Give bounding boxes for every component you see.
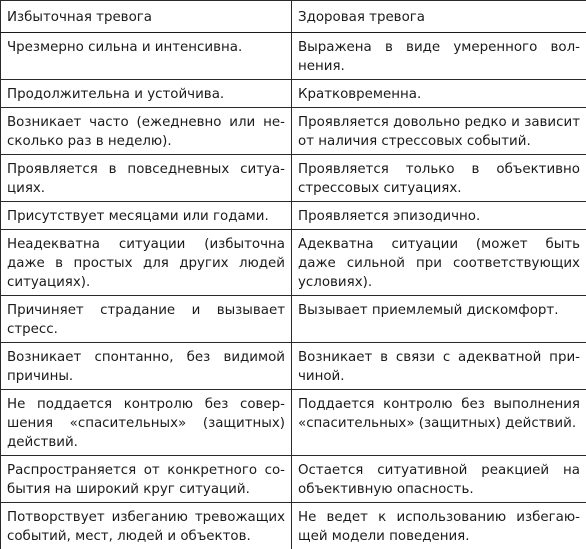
healthy-cell: Проявляется только в объективно стрессовых ситуациях. [292, 155, 586, 202]
header-excessive-anxiety: Избыточная тревога [1, 1, 292, 33]
healthy-cell: Вызывает приемлемый дискомфорт. [292, 296, 586, 343]
table-row [1, 343, 586, 390]
excessive-cell: Распространяется от конкретного события на широкий круг ситуаций. [1, 456, 292, 503]
excessive-cell: Проявляется в повседневных ситуациях. [1, 155, 292, 202]
healthy-cell: Кратковременна. [292, 80, 586, 108]
excessive-cell: Причиняет страдание и вызывает стресс. [1, 296, 292, 343]
table-header [1, 1, 586, 33]
table-row [1, 390, 586, 456]
healthy-cell: Проявляется довольно редко и зависит от наличия стрессовых событий. [292, 108, 586, 155]
excessive-cell: Возникает спонтанно, без видимой причины. [1, 343, 292, 390]
excessive-cell: Неадекватна ситуации (избыточна даже в простых для других людей ситуациях). [1, 230, 292, 296]
table-body [1, 33, 586, 549]
excessive-cell: Присутствует месяцами или годами. [1, 202, 292, 230]
excessive-cell: Продолжительна и устойчива. [1, 80, 292, 108]
excessive-cell: Потворствует избеганию тревожащих событий, мест, людей и объектов. [1, 503, 292, 549]
excessive-cell: Возникает часто (ежедневно или несколько раз в неделю). [1, 108, 292, 155]
table-row [1, 296, 586, 343]
healthy-cell: Поддается контролю без выполнения «спасительных» (защитных) действий. [292, 390, 586, 456]
healthy-cell: Не ведет к использованию избегающей модели поведения. [292, 503, 586, 549]
table-row [1, 108, 586, 155]
header-row [1, 1, 586, 33]
table-row [1, 456, 586, 503]
healthy-cell: Адекватна ситуации (может быть даже сильной при соответствующих условиях). [292, 230, 586, 296]
table-row [1, 155, 586, 202]
healthy-cell: Остается ситуативной реакцией на объективную опасность. [292, 456, 586, 503]
healthy-cell: Возникает в связи с адекватной причиной. [292, 343, 586, 390]
healthy-cell: Проявляется эпизодично. [292, 202, 586, 230]
table-row [1, 33, 586, 80]
table-row [1, 503, 586, 549]
excessive-cell: Не поддается контролю без совершения «спасительных» (защитных) действий. [1, 390, 292, 456]
healthy-cell: Выражена в виде умеренного волнения. [292, 33, 586, 80]
header-healthy-anxiety: Здоровая тревога [292, 1, 586, 33]
table-row [1, 230, 586, 296]
table-row [1, 202, 586, 230]
excessive-cell: Чрезмерно сильна и интенсивна. [1, 33, 292, 80]
table-row [1, 80, 586, 108]
